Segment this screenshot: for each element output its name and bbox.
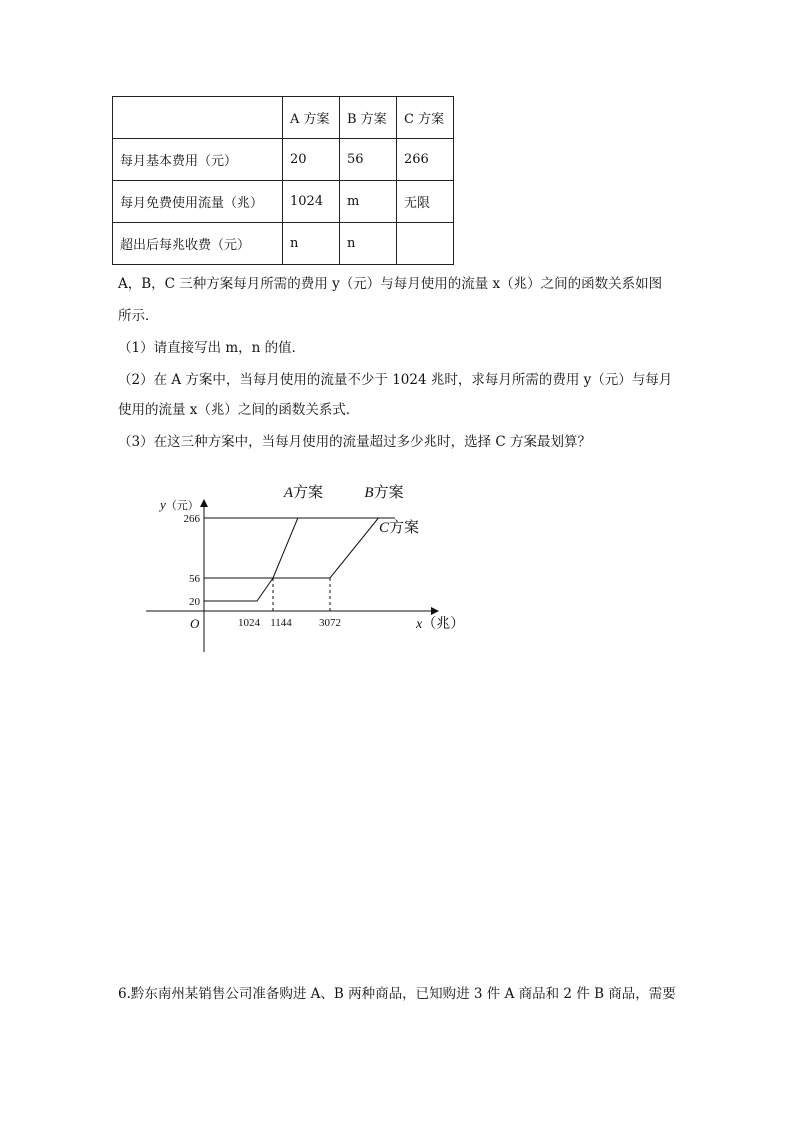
table-cell: m — [340, 181, 397, 223]
series-label-a — [283, 484, 323, 501]
table-cell: n — [340, 223, 397, 265]
table-cell — [397, 223, 454, 265]
intro-line-1: A，B，C 三种方案每月所需的费用 y（元）与每月使用的流量 x（兆）之间的函数关系如图 — [118, 276, 663, 292]
table-row — [113, 181, 454, 223]
table-header-cell — [113, 97, 283, 139]
table-cell: n — [283, 223, 340, 265]
series-label-letter: A — [283, 485, 294, 501]
y-axis-label-var: y — [160, 497, 166, 512]
question-3: （3）在这三种方案中，当每月使用的流量超过多少兆时，选择 C 方案最划算？ — [118, 434, 591, 450]
table-cell: 1024 — [283, 181, 340, 223]
table-cell: 超出后每兆收费（元） — [113, 223, 283, 265]
table-header-cell: C 方案 — [397, 97, 454, 139]
table-row — [113, 223, 454, 265]
series-line-a — [204, 518, 298, 601]
table-header-row — [113, 97, 454, 139]
y-axis-label-unit: （元） — [165, 500, 199, 512]
function-graph — [140, 470, 480, 660]
question-2-line-2: 使用的流量 x（兆）之间的函数关系式． — [118, 402, 360, 418]
y-axis-label — [158, 497, 199, 512]
intro-line-2: 所示． — [118, 308, 159, 324]
table-cell: 266 — [397, 139, 454, 181]
x-tick-label: 3072 — [319, 617, 341, 629]
series-label-letter: C — [379, 520, 390, 536]
series-label-c — [379, 519, 419, 536]
next-problem-text: 6.黔东南州某销售公司准备购进 A、B 两种商品，已知购进 3 件 A 商品和 2 件 B 商品，需要 — [118, 986, 676, 1002]
table-cell: 20 — [283, 139, 340, 181]
series-label-b — [364, 484, 403, 501]
series-label-suffix: 方案 — [389, 520, 420, 536]
series-label-suffix: 方案 — [373, 485, 404, 501]
series-line-b — [204, 518, 378, 578]
table-cell: 56 — [340, 139, 397, 181]
series-label-letter: B — [364, 485, 374, 501]
x-tick-label: 1144 — [270, 617, 292, 629]
table-row — [113, 139, 454, 181]
x-axis-label-var: x — [416, 617, 423, 632]
table-header-cell: B 方案 — [340, 97, 397, 139]
x-tick-label: 1024 — [238, 617, 260, 629]
table-cell: 每月免费使用流量（兆） — [113, 181, 283, 223]
series-label-suffix: 方案 — [293, 485, 324, 501]
origin-label: O — [190, 616, 200, 631]
table-cell: 无限 — [397, 181, 454, 223]
pricing-table — [112, 96, 454, 265]
table-header-cell: A 方案 — [283, 97, 340, 139]
question-1: （1）请直接写出 m，n 的值． — [118, 340, 306, 356]
y-tick-label: 20 — [189, 596, 200, 608]
y-tick-label: 266 — [183, 513, 200, 525]
y-tick-label: 56 — [189, 573, 200, 585]
table-cell: 每月基本费用（元） — [113, 139, 283, 181]
x-axis-label — [415, 616, 464, 632]
question-2-line-1: （2）在 A 方案中，当每月使用的流量不少于 1024 兆时，求每月所需的费用 y（元）与每月 — [118, 372, 673, 388]
x-axis-label-unit: （兆） — [422, 617, 465, 632]
